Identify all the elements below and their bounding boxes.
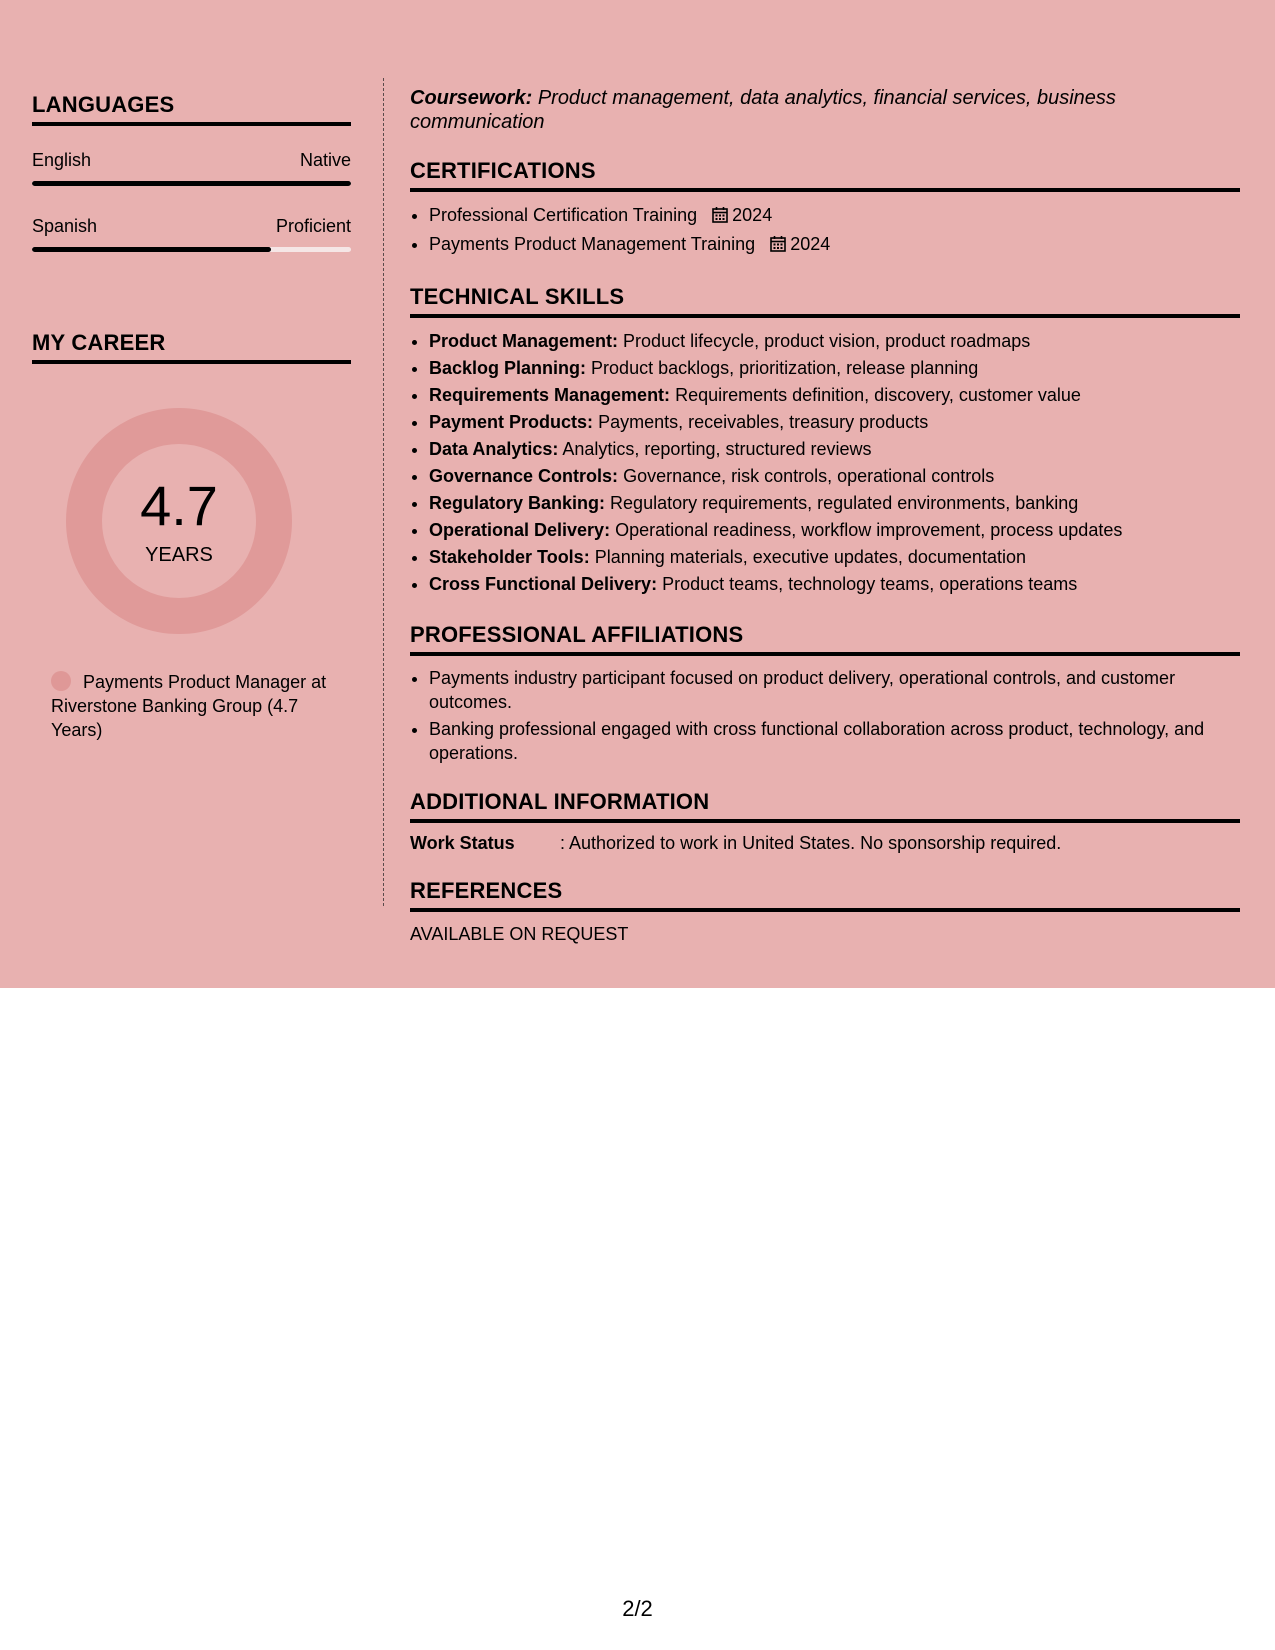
list-item	[429, 409, 1240, 436]
list-item	[429, 202, 1240, 231]
career-years-unit: YEARS	[145, 544, 213, 566]
certifications-title: CERTIFICATIONS	[410, 158, 1240, 192]
languages-title: LANGUAGES	[32, 92, 351, 126]
skill-text: Operational readiness, workflow improvement, process updates	[615, 520, 1123, 540]
skill-label: Product Management:	[429, 331, 619, 351]
skill-text: Planning materials, executive updates, documentation	[594, 547, 1026, 567]
calendar-icon	[770, 233, 786, 260]
skill-label: Stakeholder Tools:	[429, 547, 590, 567]
work-status-label: Work Status	[410, 833, 515, 853]
additional-info-title: ADDITIONAL INFORMATION	[410, 789, 1240, 823]
list-item	[429, 328, 1240, 355]
work-status-value: : Authorized to work in United States. No sponsorship required.	[560, 833, 1062, 853]
page-number: 2/2	[622, 1596, 653, 1621]
references-text: AVAILABLE ON REQUEST	[410, 924, 629, 944]
affiliations-section	[410, 622, 1240, 765]
coursework-text: Product management, data analytics, financial services, business communication	[410, 87, 1116, 133]
language-name: Spanish	[32, 216, 98, 236]
language-proficiency-fill	[32, 181, 351, 186]
certification-year: 2024	[732, 205, 773, 225]
language-name: English	[32, 150, 92, 170]
skill-text: Product teams, technology teams, operations teams	[662, 574, 1078, 594]
list-item	[429, 436, 1240, 463]
language-proficiency-fill	[32, 247, 271, 252]
skill-text: Analytics, reporting, structured reviews	[562, 439, 872, 459]
career-entry	[51, 670, 341, 742]
list-item	[429, 382, 1240, 409]
skill-text: Product backlogs, prioritization, release planning	[591, 358, 979, 378]
career-years-value: 4.7	[140, 474, 218, 537]
affiliations-list	[410, 666, 1240, 765]
skill-text: Requirements definition, discovery, customer value	[675, 385, 1081, 405]
skill-label: Operational Delivery:	[429, 520, 611, 540]
list-item	[429, 463, 1240, 490]
career-title: MY CAREER	[32, 330, 351, 364]
career-legend-dot	[51, 671, 71, 691]
right-column	[410, 86, 1240, 945]
technical-skills-title: TECHNICAL SKILLS	[410, 284, 1240, 318]
career-years-donut	[66, 408, 292, 634]
coursework	[410, 86, 1240, 134]
list-item: • Banking professional engaged with cross functional collaboration across product, technology, and operations.	[429, 717, 1240, 765]
language-proficiency-bar	[32, 181, 351, 186]
language-proficiency-bar	[32, 247, 351, 252]
skill-label: Cross Functional Delivery:	[429, 574, 658, 594]
calendar-icon	[712, 204, 728, 231]
list-item	[429, 544, 1240, 571]
skill-label: Backlog Planning:	[429, 358, 587, 378]
skill-label: Governance Controls:	[429, 466, 619, 486]
certification-name: Professional Certification Training	[429, 205, 698, 225]
language-item-english	[32, 150, 351, 186]
list-item	[429, 231, 1240, 260]
references-section	[410, 878, 1240, 945]
additional-info-section	[410, 789, 1240, 854]
certification-year: 2024	[790, 234, 831, 254]
language-item-spanish	[32, 216, 351, 252]
certifications-list	[410, 202, 1240, 260]
column-divider	[383, 78, 384, 906]
list-item	[429, 517, 1240, 544]
skill-label: Payment Products:	[429, 412, 594, 432]
list-item: • Payments industry participant focused on product delivery, operational controls, and customer outcomes.	[429, 666, 1240, 714]
skill-text: Payments, receivables, treasury products	[598, 412, 929, 432]
references-title: REFERENCES	[410, 878, 1240, 912]
coursework-label: Coursework:	[410, 87, 533, 109]
left-column	[32, 92, 351, 742]
work-status-row	[410, 833, 1240, 854]
list-item	[429, 355, 1240, 382]
certification-name: Payments Product Management Training	[429, 234, 756, 254]
technical-skills-list	[410, 328, 1240, 598]
career-entry-text: Payments Product Manager at Riverstone Banking Group (4.7 Years)	[51, 672, 327, 740]
certifications-section	[410, 158, 1240, 260]
language-level: Proficient	[275, 216, 351, 236]
skill-text: Governance, risk controls, operational controls	[623, 466, 995, 486]
technical-skills-section	[410, 284, 1240, 598]
skill-label: Regulatory Banking:	[429, 493, 606, 513]
affiliations-title: PROFESSIONAL AFFILIATIONS	[410, 622, 1240, 656]
skill-text: Product lifecycle, product vision, product roadmaps	[623, 331, 1031, 351]
skill-text: Regulatory requirements, regulated environments, banking	[610, 493, 1079, 513]
skill-label: Requirements Management:	[429, 385, 671, 405]
skill-label: Data Analytics:	[429, 439, 559, 459]
language-level: Native	[299, 150, 351, 170]
list-item	[429, 490, 1240, 517]
list-item	[429, 571, 1240, 598]
